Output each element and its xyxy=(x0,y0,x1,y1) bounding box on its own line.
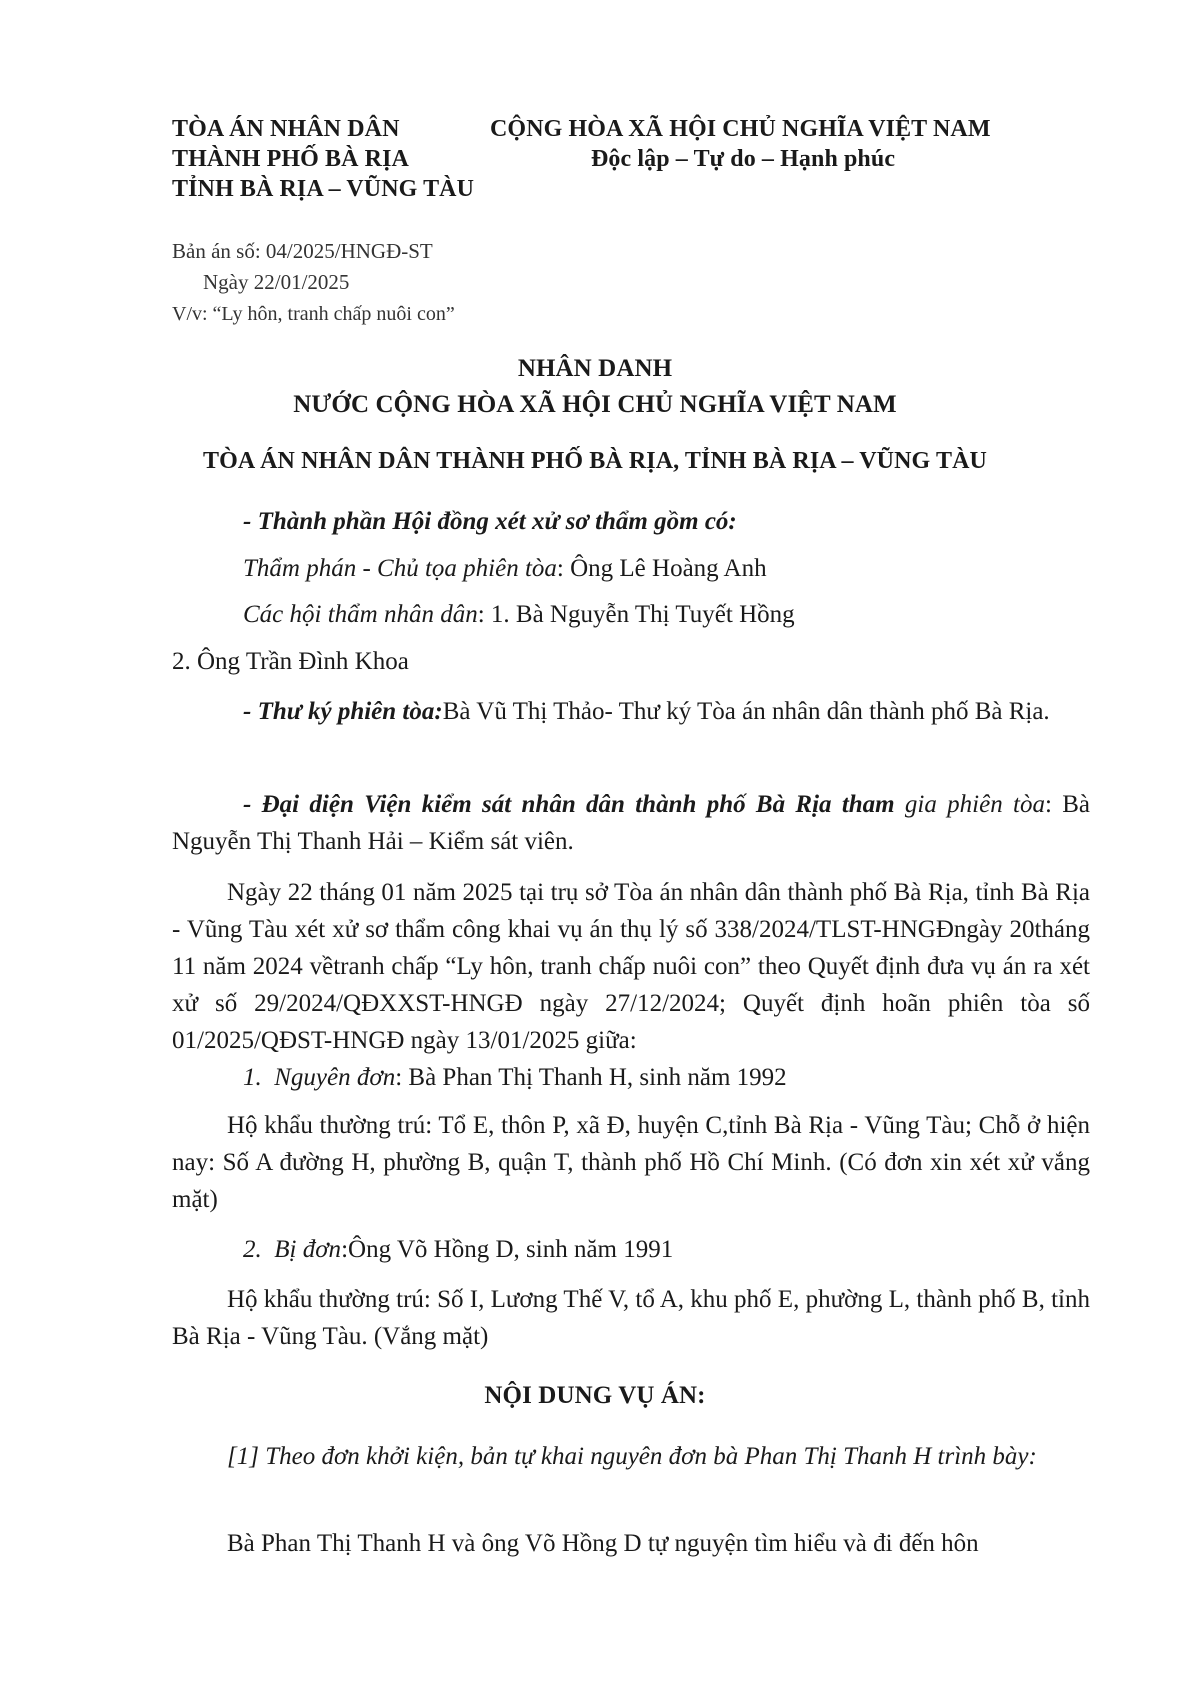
plaintiff-value: : Bà Phan Thị Thanh H, sinh năm 1992 xyxy=(395,1064,787,1091)
national-motto: Độc lập – Tự do – Hạnh phúc xyxy=(591,146,896,172)
content-para2: Bà Phan Thị Thanh H và ông Võ Hồng D tự nguyện tìm hiểu và đi đến hôn xyxy=(227,1530,979,1557)
defendant-line xyxy=(243,1236,673,1264)
case-subject: V/v: “Ly hôn, tranh chấp nuôi con” xyxy=(172,303,455,325)
procuracy-label-tail: gia phiên tòa xyxy=(894,791,1045,818)
court-title: TÒA ÁN NHÂN DÂN THÀNH PHỐ BÀ RỊA, TỈNH BÀ RỊA – VŨNG TÀU xyxy=(203,448,987,474)
content-para1: [1] Theo đơn khởi kiện, bản tự khai nguyên đơn bà Phan Thị Thanh H trình bày: xyxy=(227,1443,1037,1470)
court-name-line2: THÀNH PHỐ BÀ RỊA xyxy=(172,146,409,172)
content-heading: NỘI DUNG VỤ ÁN: xyxy=(484,1382,706,1409)
defendant-value: :Ông Võ Hồng D, sinh năm 1991 xyxy=(341,1236,674,1263)
panel-heading: - Thành phần Hội đồng xét xử sơ thẩm gồm có: xyxy=(243,508,737,535)
defendant-num: 2. xyxy=(243,1236,262,1263)
clerk-paragraph xyxy=(172,693,1090,730)
plaintiff-num: 1. xyxy=(243,1064,262,1091)
court-name-line1: TÒA ÁN NHÂN DÂN xyxy=(172,116,400,142)
title-line2: NƯỚC CỘNG HÒA XÃ HỘI CHỦ NGHĨA VIỆT NAM xyxy=(293,391,897,418)
procuracy-label: - Đại diện Viện kiểm sát nhân dân thành phố Bà Rịa tham xyxy=(243,791,895,818)
case-date: Ngày 22/01/2025 xyxy=(203,270,350,294)
defendant-address: Hộ khẩu thường trú: Số I, Lương Thế V, tổ A, khu phố E, phường L, thành phố B, tỉnh Bà Rịa - Vũng Tàu. (Vắng mặt) xyxy=(172,1286,1090,1350)
assessor-2: 2. Ông Trần Đình Khoa xyxy=(172,648,409,675)
plaintiff-label: Nguyên đơn xyxy=(274,1064,396,1091)
judge-label: Thẩm phán - Chủ tọa phiên tòa xyxy=(243,555,557,582)
clerk-value: Bà Vũ Thị Thảo- Thư ký Tòa án nhân dân thành phố Bà Rịa. xyxy=(442,698,1050,725)
assessors-line xyxy=(243,601,795,629)
republic-title: CỘNG HÒA XÃ HỘI CHỦ NGHĨA VIỆT NAM xyxy=(490,116,991,142)
court-name-line3: TỈNH BÀ RỊA – VŨNG TÀU xyxy=(172,176,475,202)
intro-paragraph: Ngày 22 tháng 01 năm 2025 tại trụ sở Tòa án nhân dân thành phố Bà Rịa, tỉnh Bà Rịa - Vũng Tàu xét xử sơ thẩm công khai vụ án thụ lý số 338/2024/TLST-HNGĐngày 20tháng 11 năm 2024 vềtranh chấp “Ly hôn, tranh chấp nuôi con” theo Quyết định đưa vụ án ra xét xử số 29/2024/QĐXXST-HNGĐ ngày 27/12/2024; Quyết định hoãn phiên tòa số 01/2025/QĐST-HNGĐ ngày 13/01/2025 giữa: xyxy=(172,879,1090,1054)
assessors-label: Các hội thẩm nhân dân xyxy=(243,601,478,628)
procuracy-paragraph xyxy=(172,786,1090,860)
assessors-value: : 1. Bà Nguyễn Thị Tuyết Hồng xyxy=(477,601,795,628)
procuracy-value: : Bà Nguyễn Thị Thanh Hải – Kiểm sát viên. xyxy=(172,791,1091,855)
judge-value: : Ông Lê Hoàng Anh xyxy=(556,555,767,582)
plaintiff-line xyxy=(243,1064,787,1092)
defendant-label: Bị đơn xyxy=(274,1236,342,1263)
clerk-label: - Thư ký phiên tòa: xyxy=(243,698,443,725)
title-line1: NHÂN DANH xyxy=(517,355,673,382)
plaintiff-address: Hộ khẩu thường trú: Tổ E, thôn P, xã Đ, huyện C,tỉnh Bà Rịa - Vũng Tàu; Chỗ ở hiện nay: Số A đường H, phường B, quận T, thành phố Hồ Chí Minh. (Có đơn xin xét xử vắng mặt) xyxy=(172,1112,1090,1213)
judge-line xyxy=(243,555,767,583)
case-number: Bản án số: 04/2025/HNGĐ-ST xyxy=(172,239,433,263)
